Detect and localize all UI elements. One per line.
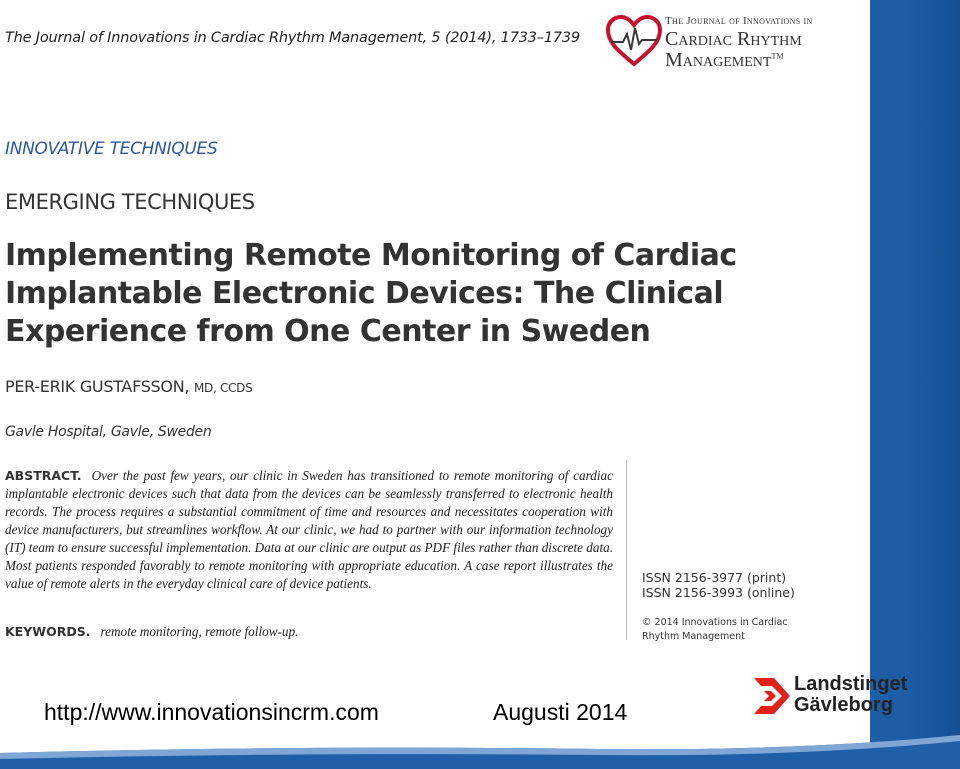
abstract-text: Over the past few years, our clinic in Sweden has transitioned to remote monitoring of cardiac implantable electronic devices such that data from the devices can be seamlessly transferred to electronic health records. The process requires a substantial commitment of time and resources and necessitates cooperation with device manufacturers, but streamlines workflow. At our clinic, we had to partner with our information technology (IT) team to ensure successful implementation. Data at our clinic are output as PDF files rather than discrete data. Most patients responded favorably to remote monitoring with appropriate education. A case report illustrates the value of remote alerts in the everyday clinical care of device patients. — [5, 468, 614, 591]
author-name: PER-ERIK GUSTAFSSON, — [5, 377, 190, 396]
journal-logo-line3: Management — [665, 49, 772, 71]
copyright-line1: © 2014 Innovations in Cardiac — [642, 617, 788, 628]
journal-citation: The Journal of Innovations in Cardiac Rhythm Management, 5 (2014), 1733–1739 — [5, 30, 580, 46]
section-label: INNOVATIVE TECHNIQUES — [5, 139, 218, 159]
copyright-block — [642, 616, 788, 644]
bottom-swoosh — [0, 735, 960, 769]
heart-ecg-icon — [605, 14, 663, 68]
issn-block — [642, 570, 795, 600]
keywords-label: KEYWORDS. — [5, 624, 91, 639]
author-line — [5, 377, 252, 396]
landstinget-line1: Landstinget — [794, 673, 908, 695]
subsection-label: EMERGING TECHNIQUES — [5, 190, 255, 214]
issn-print: ISSN 2156-3977 (print) — [642, 570, 787, 585]
footer-url-link[interactable]: http://www.innovationsincrm.com — [44, 699, 379, 725]
trademark-mark: TM — [771, 51, 784, 61]
copyright-line2: Rhythm Management — [642, 631, 745, 642]
journal-logo-line1: The Journal of Innovations in — [665, 15, 813, 27]
author-credentials: MD, CCDS — [193, 381, 253, 395]
landstinget-line2: Gävleborg — [794, 694, 893, 716]
keywords-text: remote monitoring, remote follow-up. — [100, 624, 299, 639]
column-divider — [626, 460, 627, 640]
landstinget-logo — [752, 672, 912, 722]
abstract — [5, 467, 613, 593]
journal-logo-line2: Cardiac Rhythm — [665, 28, 802, 50]
issn-online: ISSN 2156-3993 (online) — [642, 585, 795, 600]
footer-date: Augusti 2014 — [493, 699, 628, 725]
blue-sidebar — [870, 0, 960, 769]
paper-title: Implementing Remote Monitoring of Cardiac Implantable Electronic Devices: The Clinical Experience from One Center in Sweden — [5, 238, 737, 349]
landstinget-chevron-icon — [752, 674, 792, 720]
affiliation: Gavle Hospital, Gavle, Sweden — [5, 424, 212, 440]
journal-logo — [605, 12, 825, 71]
abstract-label: ABSTRACT. — [5, 468, 82, 483]
keywords — [5, 624, 298, 640]
